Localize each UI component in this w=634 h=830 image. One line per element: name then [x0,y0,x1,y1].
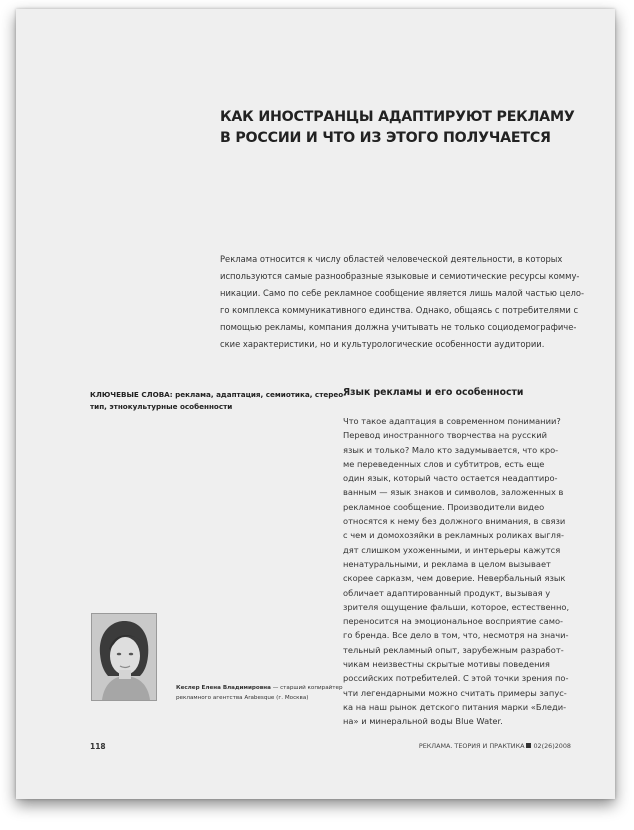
magazine-page [16,9,615,799]
keywords-text: тип, этнокультурные особенности [90,401,233,411]
author-caption [176,684,346,703]
lead-line: го комплекса коммуникативного единства. Однако, общаясь с потребителями с [220,305,579,315]
author-photo [91,613,157,701]
body-line: рекламное сообщение. Производители видео [343,501,545,512]
lead-line: никации. Само по себе рекламное сообщение является лишь малой частью цело- [220,288,584,298]
body-line: российских потребителей. С этой точки зрения по- [343,673,569,684]
body-line: зрителя ощущение фальши, которое, естественно, [343,601,570,612]
lead-line: помощью рекламы, компания должна учитывать не только социодемографиче- [220,322,577,332]
author-name: Кеслер Елена Владимировна [176,685,271,691]
square-bullet-icon [526,743,531,748]
body-line: чти легендарными можно считать примеры запус- [343,687,567,698]
journal-footer [419,742,571,750]
lead-line: используются самые разнообразные языковые и семиотические ресурсы комму- [220,271,580,281]
body-line: язык и только? Мало кто задумывается, что кро- [343,444,559,455]
body-line: Перевод иностранного творчества на русский [343,430,548,441]
body-line: го бренда. Все дело в том, что, несмотря на значи- [343,630,569,641]
caption-line-1 [176,684,346,694]
body-line: скорее сарказм, чем доверие. Невербальный язык [343,573,566,584]
body-line: один язык, который часто остается неадаптиро- [343,473,558,484]
page-number: 118 [90,742,106,751]
body-line: тельный рекламный опыт, зарубежным разработ- [343,644,564,655]
keywords-label: КЛЮЧЕВЫЕ СЛОВА: [90,390,173,399]
keywords-line-2 [90,401,330,413]
title-line: КАК ИНОСТРАНЦЫ АДАПТИРУЮТ РЕКЛАМУ [220,109,575,125]
body-line: Что такое адаптация в современном понимании? [343,416,561,426]
body-line: чикам неизвестны скрытые мотивы поведения [343,659,550,670]
keywords-line-1 [90,389,347,401]
lead-line: Реклама относится к числу областей человеческой деятельности, в которых [220,254,563,264]
body-line: относятся к нему без должного внимания, в связи [343,516,566,527]
body-line: на» и минеральной воды Blue Water. [343,716,503,727]
body-line: ванным — язык знаков и символов, заложенных в [343,487,564,498]
body-line: ненатуральными, и реклама в целом вызывает [343,558,551,569]
keywords-block [90,389,347,412]
title-line: В РОССИИ И ЧТО ИЗ ЭТОГО ПОЛУЧАЕТСЯ [220,130,551,146]
keywords-text: реклама, адаптация, семиотика, стерео- [172,390,347,399]
caption-line-2: рекламного агентства Arabesque (г. Москва) [176,694,309,701]
body-line: с чем и домохозяйки в рекламных роликах выгля- [343,530,564,541]
body-line: переносится на эмоциональное восприятие само- [343,616,564,627]
journal-name: РЕКЛАМА. ТЕОРИЯ И ПРАКТИКА [418,742,525,750]
body-line: обличает адаптированный продукт, вызывая у [343,587,551,598]
portrait-image [92,614,156,700]
journal-issue: 02(26)2008 [533,742,571,750]
lead-line: ские характеристики, но и культурологические особенности аудитории. [220,339,545,349]
section-heading: Язык рекламы и его особенности [343,387,524,398]
body-paragraph [343,414,613,729]
body-line: ка на наш рынок детского питания марки «Бледи- [343,701,567,712]
body-line: ме переведенных слов и субтитров, есть еще [343,458,545,469]
article-title [220,107,600,149]
lead-paragraph [220,251,604,353]
body-line: дят слишком ухоженными, и интерьеры кажутся [343,544,561,555]
author-role: — старший копирайтер [270,685,343,691]
